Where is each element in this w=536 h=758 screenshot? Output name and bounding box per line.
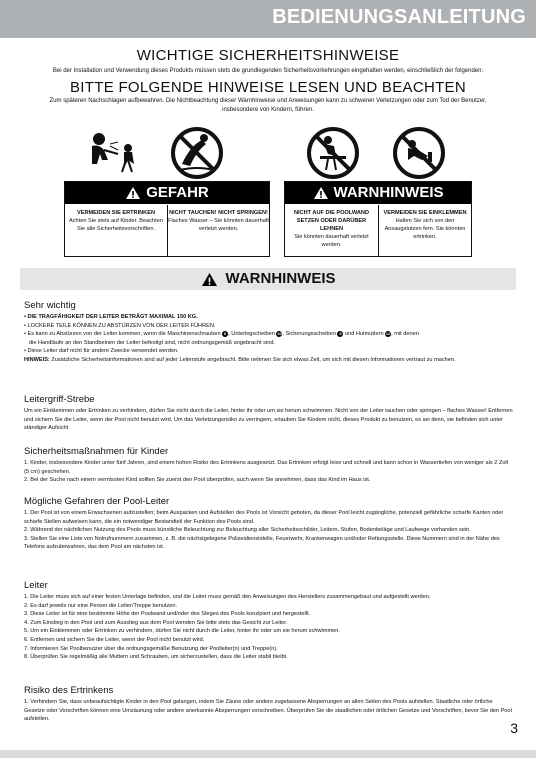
section-heading: Leitergriff-Strebe [24,394,95,405]
list-item: • Diese Leiter darf nicht für andere Zwecke verwendet werden. [24,348,179,355]
list-item: 3. Diese Leiter ist für eine bestimmte Höhe der Poolwand und/oder des Steges des Pools konzipiert und hergestellt. [24,611,311,618]
section-heading: Leiter [24,580,48,591]
warning-box [284,181,472,257]
part-number-badge: 8 [339,330,342,336]
list-item: • DIE TRAGFÄHIGKEIT DER LEITER BETRÄGT MAXIMAL 150 KG. [24,314,198,320]
list-item: 1. Verhindern Sie, dass unbeaufsichtigte Kinder in den Pool gelangen, indem Sie Zäune oder andere zugelassene Absperrungen an allen Seiten des Pools aufstellen. Staatliche oder örtliche Gesetze oder Vorschriften können eine Umzäunung oder andere anerkannte Absperrungen vorschreiben. Überprüfen Sie die staatlichen oder örtlichen Gesetze und Vorschriften, bevor Sie den Pool aufstellen. [24,699,512,723]
danger-box [64,181,270,257]
list-item: 1. Die Leiter muss sich auf einer festen Unterlage befinden, und die Leiter muss gemäß den Anweisungen des Herstellers zusammengebaut und aufgestellt werden. [24,594,431,600]
warning-cell-wall [285,205,378,256]
safety-intro: Bei der Installation und Verwendung dieses Produkts müssen stets die grundlegenden Sicherheitsvorkehrungen eingehalten werden, einschließlich der folgenden: [52,68,484,74]
danger-cell-drowning-title: VERMEIDEN SIE ERTRINKEN [76,210,155,216]
warning-title: WARNHINWEIS [333,184,444,201]
warning-cell-wall-text: Sie könnten dauerhaft verletzt werden. [294,234,369,248]
list-item: 1. Kinder, insbesondere Kinder unter fünf Jahren, sind einem hohen Risiko des Ertrinkens ausgesetzt. Das Ertrinken erfolgt leise und schnell und kann schon in Wassertiefen von weniger als 2 Zoll (5 cm) geschehen. [24,460,508,475]
part-number-badge: 12 [385,330,391,336]
list-item: 2. Es darf jeweils nur eine Person die Leiter/Treppe benutzen. [24,602,178,609]
warning-header [285,182,471,204]
warning-triangle-icon [201,272,218,287]
section-heading: Risiko des Ertrinkens [24,685,114,696]
no-leaning-icon [306,126,360,180]
section-heading: Sicherheitsmaßnahmen für Kinder [24,446,169,457]
list-item: • LOCKERE TEILE KÖNNEN ZU ABSTÜRZEN VON DER LEITER FÜHREN. [24,322,216,329]
danger-cell-diving-text: Flaches Wasser – Sie könnten dauerhaft verletzt werden. [168,218,269,232]
warning-triangle-icon [125,186,141,200]
no-diving-icon [170,126,224,180]
footer-bar [0,750,536,758]
paragraph: Um ein Einklemmen oder Ertrinken zu verhindern, dürfen Sie nicht durch die Leiter, hinter ihr oder um sie herum schwimmen. Nicht von der Leiter tauchen oder springen – flaches Wasser! Entfernen und sichern Sie die Leiter, wenn der Pool nicht benutzt wird. Um das Verletzungsrisiko zu verringern, erlauben Sie Kindern nicht, dieses Produkt zu benutzen, es sei denn, sie befinden sich unter ständiger Aufsicht [24,408,513,432]
list-item: 2. Während der nächtlichen Nutzung des Pools muss künstliche Beleuchtung zur Beleuchtung aller Sicherheitsschilder, Leitern, Stufen, Bodenbeläge und Laufwege vorhanden sein. [24,527,471,534]
list-item: 3. Stellen Sie eine Liste von Notrufnummern zusammen, z. B. die nächstgelegene Polizeidienststelle, Feuerwehr, Krankenwagen und/oder Rettungsstelle. Diese Nummern sind in der Nähe des Telefons aufzubewahren, das dem Pool am nächsten ist. [24,535,500,551]
section-ladder-hazards [24,496,514,552]
warning-cell-entrapment [379,205,471,256]
list-item: 6. Entfernen und sichern Sie die Leiter, wenn der Pool nicht benutzt wird. [24,636,205,643]
section-very-important [24,300,514,365]
section-heading: Mögliche Gefahren der Pool-Leiter [24,496,170,507]
read-title: BITTE FOLGENDE HINWEISE LESEN UND BEACHTEN [70,79,466,96]
list-item: 5. Um ein Einklemmen oder Ertrinken zu verhindern, dürfen Sie nicht durch die Leiter, hinter ihr oder um sie herum schwimmen. [24,628,340,635]
list-item: 8. Überprüfen Sie regelmäßig alle Muttern und Schrauben, um sicherzustellen, dass die Leiter stabil bleibt. [24,654,288,661]
list-item: die Handläufe an den Standbeinen der Leiter befestigt sind, nicht ordnungsgemäß angebracht sind. [29,339,275,346]
note: HINWEIS: Zusätzliche Sicherheitsinformationen sind auf jeder Leiterstufe angebracht. Bitte nehmen Sie sich etwas Zeit, um sich mit diesen Informationen vertraut zu machen. [24,356,456,363]
danger-cell-diving-title: NICHT TAUCHEN! NICHT SPRINGEN! [169,210,268,216]
page-number: 3 [510,720,518,736]
list-item: 2. Bei der Suche nach einem vermissten Kind sollten Sie zuerst den Pool überprüfen, auch wenn Sie annehmen, dass das Kind im Haus ist. [24,477,371,484]
section-child-safety [24,446,514,485]
danger-cell-diving [168,205,269,256]
section-heading: Sehr wichtig [24,300,76,311]
section-drowning-risk [24,685,514,724]
list-item: 4. Zum Einstieg in den Pool und zum Ausstieg aus dem Pool wenden Sie bitte stets das Gesicht zur Leiter. [24,619,288,626]
child-supervision-icon [88,130,144,176]
manual-title: BEDIENUNGSANLEITUNG [272,6,526,28]
list-item: • Es kann zu Abstürzen von der Leiter kommen, wenn die Maschinenschrauben 6 , Unterlegscheiben 10, Sicherungsscheiben 8 und Hutmuttern 12, mit denen [24,330,419,338]
part-number-badge: 10 [277,330,282,336]
danger-cell-drowning [65,205,167,256]
part-number-badge: 6 [224,330,227,336]
danger-title: GEFAHR [146,184,209,201]
no-entrapment-icon [392,126,446,180]
list-item: 1. Der Pool ist von einem Erwachsenen aufzustellen; beim Auspacken und Aufstellen des Pools ist Vorsicht geboten, da dieser Pool leicht zugängliche, potenziell gefährliche scharfe Kanten oder scharfe Stellen aufweisen kann, die ein notwendiger Bestandteil der Funktion des Pools sind. [24,510,504,525]
safety-title: WICHTIGE SICHERHEITSHINWEISE [136,47,400,64]
warning-cell-entrapment-title: VERMEIDEN SIE EINKLEMMEN [383,210,467,216]
read-intro: Zum späteren Nachschlagen aufbewahren. Die Nichtbeachtung dieser Warnhinweise und Anweisungen kann zu schweren Verletzungen oder zum Tod der Benutzer, insbesondere von Kindern, führen. [49,98,487,113]
list-item: 7. Informieren Sie Poolbenutzer über die ordnungsgemäße Benutzung der Poolleiter(n) und Treppe(n). [24,645,278,652]
warning-cell-entrapment-text: Halten Sie sich von den Ansaugstutzen fern. Sie könnten ertrinken. [384,218,466,240]
section-ladder-strut [24,394,514,433]
warning-bar [20,268,516,290]
warning-cell-wall-title: NICHT AUF DIE POOLWAND SETZEN ODER DARÜBER LEHNEN [294,210,369,232]
danger-cell-drowning-text: Achten Sie stets auf Kinder. Beachten Sie alle Sicherheitsvorschriften. [69,218,163,232]
warning-triangle-icon [313,186,329,200]
header-bar [0,0,536,38]
section-ladder [24,580,514,662]
warning-bar-title: WARNHINWEIS [225,270,336,287]
danger-header [65,182,269,204]
